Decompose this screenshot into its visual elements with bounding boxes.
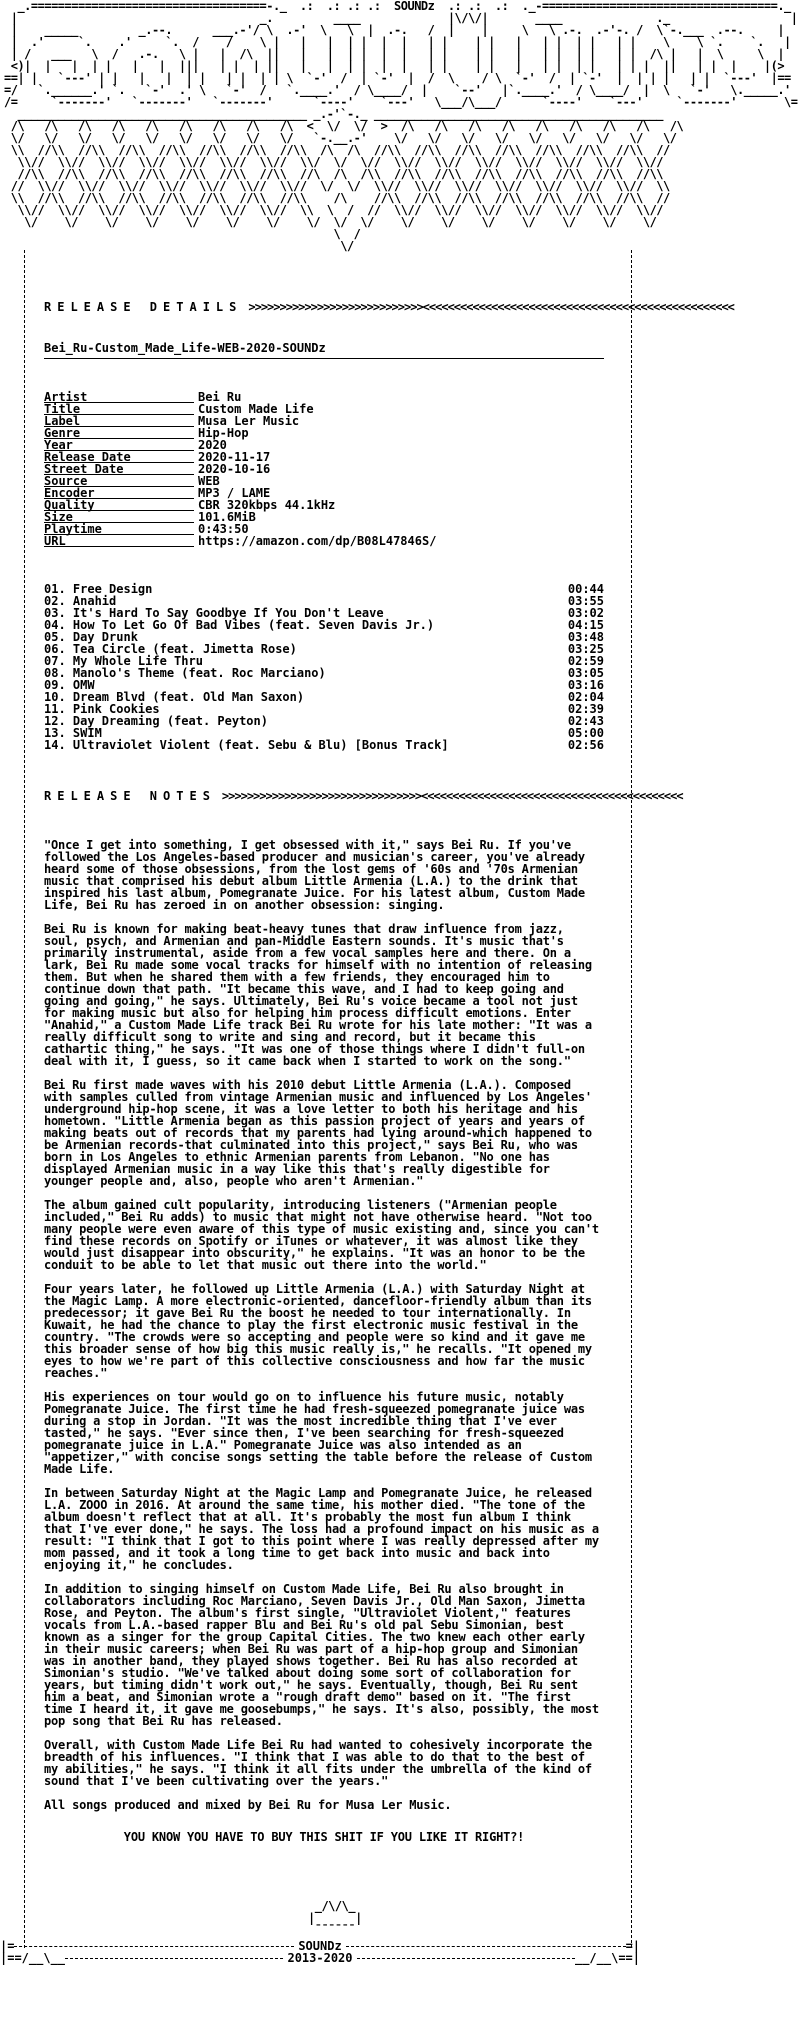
section-arrows: >>>>>>>>>>>>>>>>>>>>>>>>>>>>>>>><<<<<<<<<<<<<<<<<<<<<<<<<<<<<<<<<<<<<<<<<< (221, 789, 683, 803)
track-title: 09. OMW (44, 678, 95, 692)
info-value: https://amazon.com/dp/B08L47846S/ (198, 534, 437, 548)
info-value: Hip-Hop (198, 426, 249, 440)
track-time: 02:56 (567, 738, 604, 752)
info-row (44, 391, 604, 403)
track-time: 03:25 (567, 642, 604, 656)
info-value: 2020-10-16 (198, 462, 271, 476)
footer-bottom-line: |==/__\__ 2013-2020 __/__\==| (0, 1951, 640, 1965)
track-title: 05. Day Drunk (44, 630, 138, 644)
info-key: Playtime (44, 523, 194, 535)
info-row (44, 511, 604, 523)
track-title: 10. Dream Blvd (feat. Old Man Saxon) (44, 690, 305, 704)
tracklist (44, 583, 604, 751)
info-key: Source (44, 475, 194, 487)
closing-line: YOU KNOW YOU HAVE TO BUY THIS SHIT IF YOU LIKE IT RIGHT?! (123, 1830, 525, 1844)
info-key: Size (44, 511, 194, 523)
track-title: 01. Free Design (44, 582, 153, 596)
notes-paragraph: All songs produced and mixed by Bei Ru for Musa Ler Music. (44, 1798, 452, 1812)
notes-paragraph: His experiences on tour would go on to influence his future music, notably Pomegranate Juice. The first time he had fresh-squeezed pomegranate juice was during a stop in Jordan. "It was the most incredible thing that I've ever tasted," he says. "Ever since then, I've been searching for fresh-squeezed pomegranate juice in L.A." Pomegranate Juice was also intended as an "appetizer," with concise songs setting the table before the release of Custom Made Life. (44, 1390, 592, 1476)
track-time: 03:16 (567, 678, 604, 692)
track-title: 13. SWIM (44, 726, 102, 740)
track-row (44, 739, 604, 751)
track-title: 11. Pink Cookies (44, 702, 160, 716)
info-value: 0:43:50 (198, 522, 249, 536)
footer-top-line: |= SOUNDz =| (0, 1939, 641, 1953)
info-key: Street Date (44, 463, 194, 475)
info-row (44, 451, 604, 463)
release-info-table (44, 391, 604, 547)
footer-group: SOUNDz (298, 1939, 342, 1953)
info-row (44, 415, 604, 427)
ascii-logo-art: _.===================================-._ .: .: .: .: SOUNDz .: .: .: ._-===================================._ | _. ____ |\/\/| ____ ._ | | _____ _.--. ___.-'/ \ .-' \ \ | .-. / | | \ \ .-. .-'-. / \`-.___ .--. | | .' `. .' `. / / \ | | | | | | | | | | | | | | | | | | \ \ `. `. | | / ___ \ / .-. \ | | /\ || | | | | | | | | | | | | | | | | | /\ | | \ \ | <)| | | | | | | ||| | | | || | | | | | | | | | | | | | | | | | | || | | | |(> ==| | `---' | | | | | | | | | | \ `-' / | `-' | / \ / \ `-' / | `-' | | | | | | `---' |== =/ `.______.' `. `-' .' \ `-' / `.____.' / \____/ | `--' |`.____.' / \____/ | \ `-' \._____.' /= `-------' `-------' `-------' `----' `---' \___/\___/ `----' `---' `-------' \= ___________________________________________ _.-'`-._ ___________________________________________ /\ /\ /\ /\ /\ /\ /\ /\ /\ < \/ \/ > /\ /\ /\ /\ /\ /\ /\ /\ /\ \/ \/ \/ \/ \/ \/ \/ \/ \/ `-.__.-' \/ \/ \/ \/ \/ \/ \/ \/ \/ \\ //\\ //\\ //\\ //\\ //\\ //\\ //\\ /\ /\ //\\ //\\ //\\ //\\ //\\ //\\ //\\ // \\// \\// \\// \\// \\// \\// \\// \\/ \/ \// \\// \\// \\// \\// \\// \\// \\// //\\ //\\ //\\ //\\ //\\ //\\ //\\ //\ /\ /\\ //\\ //\\ //\\ //\\ //\\ //\\ //\\ // \\// \\// \\// \\// \\// \\// \\// \/ \/ \\// \\// \\// \\// \\// \\// \\// \\ \\ //\\ //\\ //\\ //\\ //\\ //\\ //\\ /\ //\\ //\\ //\\ //\\ //\\ //\\ //\\ // \\// \\// \\// \\// \\// \\// \\// \\ \ / // \\// \\// \\// \\// \\// \\// \\// \/ \/ \/ \/ \/ \/ \/ \/ \/ \/ \/ \/ \/ \/ \/ \/ \/ \ / \/ (4, 0, 798, 253)
info-key: Quality (44, 499, 194, 511)
info-value: CBR 320kbps 44.1kHz (198, 498, 336, 512)
notes-paragraph: The album gained cult popularity, introducing listeners ("Armenian people included," Bei Ru adds) to music that might not have otherwise heard. "Not too many people were even aware of this type of music existing and, since you can't find these records on Spotify or iTunes or whatever, it was almost like they would just disappear into obscurity," he explains. "It was an honor to be the conduit to be able to let that music out there into the world." (44, 1198, 599, 1272)
crown-icon: _/\/\_ | | ¯¯¯¯¯¯ (308, 1899, 362, 1937)
track-time: 03:55 (567, 594, 604, 608)
track-title: 08. Manolo's Theme (feat. Roc Marciano) (44, 666, 326, 680)
divider (44, 358, 604, 359)
info-value: 2020 (198, 438, 227, 452)
track-time: 05:00 (567, 726, 604, 740)
track-row (44, 715, 604, 727)
footer-years: 2013-2020 (287, 1951, 353, 1965)
release-details-header (44, 300, 734, 314)
info-key: Year (44, 439, 194, 451)
info-key: Genre (44, 427, 194, 439)
footer (0, 1940, 640, 1964)
notes-paragraph: Bei Ru first made waves with his 2010 debut Little Armenia (L.A.). Composed with samples culled from vintage Armenian music and influenced by Los Angeles' underground hip-hop scene, it was a love letter to both his heritage and his hometown. "Little Armenia began as this passion project of years and years of making beats out of records that my parents had lying around-which happened to be Armenian records-that culminated into this project," says Bei Ru, who was born in Los Angeles to ethnic Armenian parents from Lebanon. "No one has displayed Armenian music in a way like this that's really digestible for younger people and, also, people who aren't Armenian." (44, 1078, 592, 1188)
info-value: Bei Ru (198, 390, 242, 404)
track-time: 02:04 (567, 690, 604, 704)
release-notes-header (44, 789, 683, 803)
info-key: Title (44, 403, 194, 415)
info-value: WEB (198, 474, 220, 488)
track-time: 03:48 (567, 630, 604, 644)
info-key: URL (44, 535, 194, 547)
track-title: 06. Tea Circle (feat. Jimetta Rose) (44, 642, 297, 656)
track-row (44, 583, 604, 595)
notes-paragraph: "Once I get into something, I get obsessed with it," says Bei Ru. If you've followed the Los Angeles-based producer and musician's career, you've already heard some of those obsessions, from the lost gems of '60s and '70s Armenian music that comprised his debut album Little Armenia (L.A.) to the drink that inspired his last album, Pomegranate Juice. For his latest album, Custom Made Life, Bei Ru has zeroed in on another obsession: singing. (44, 838, 585, 912)
info-row (44, 463, 604, 475)
info-row (44, 427, 604, 439)
info-key: Label (44, 415, 194, 427)
track-time: 03:02 (567, 606, 604, 620)
info-value: 2020-11-17 (198, 450, 271, 464)
info-row (44, 499, 604, 511)
info-value: 101.6MiB (198, 510, 256, 524)
track-time: 02:59 (567, 654, 604, 668)
track-time: 02:43 (567, 714, 604, 728)
track-row (44, 667, 604, 679)
release-details-title: RELEASE DETAILS (44, 300, 243, 314)
notes-paragraph: In between Saturday Night at the Magic Lamp and Pomegranate Juice, he released L.A. ZOOO in 2016. At around the same time, his mother died. "The tone of the album doesn't reflect that at all. It's probably the most fun album I think that I've ever done," he says. The loss had a profound impact on his music as a result: "I think that I got to this point where I was really depressed after my mom passed, and it took a long time to get back into music and back into enjoying it," he concludes. (44, 1486, 599, 1572)
release-notes (44, 839, 604, 1811)
track-time: 04:15 (567, 618, 604, 632)
info-row (44, 403, 604, 415)
track-title: 03. It's Hard To Say Goodbye If You Don't Leave (44, 606, 384, 620)
track-time: 02:39 (567, 702, 604, 716)
release-notes-title: RELEASE NOTES (44, 789, 216, 803)
notes-paragraph: In addition to singing himself on Custom Made Life, Bei Ru also brought in collaborators including Roc Marciano, Seven Davis Jr., Old Man Saxon, Jimetta Rose, and Peyton. The album's first single, "Ultraviolet Violent," features vocals from L.A.-based rapper Blu and Bei Ru's old pal Sebu Simonian, best known as a singer for the group Capital Cities. The two knew each other early in their music careers; when Bei Ru was part of a hip-hop group and Simonian was in another band, they played shows together. Bei Ru has also recorded at Simonian's studio. "We've talked about doing some sort of collaboration for years, but timing didn't work out," he says. Eventually, though, Bei Ru sent him a beat, and Simonian wrote a "rough draft demo" based on it. "The first time I heard it, it gave me goosebumps," he says. It's also, possibly, the most pop song that Bei Ru has released. (44, 1582, 599, 1728)
notes-paragraph: Four years later, he followed up Little Armenia (L.A.) with Saturday Night at the Magic Lamp. A more electronic-oriented, dancefloor-friendly album than its predecessor; it gave Bei Ru the boost he needed to tour internationally. In Kuwait, he had the chance to play the first electronic music festival in the country. "The crowds were so accepting and people were so kind and it gave me this broader sense of how big this music really is," he recalls. "It opened my eyes to how we're part of this collective consciousness and how far the music reaches." (44, 1282, 592, 1380)
info-row (44, 475, 604, 487)
info-key: Artist (44, 391, 194, 403)
release-name: Bei_Ru-Custom_Made_Life-WEB-2020-SOUNDz (44, 341, 326, 355)
notes-paragraph: Overall, with Custom Made Life Bei Ru had wanted to cohesively incorporate the breadth of his influences. "I think that I was able to do that to the best of my abilities," he says. "I think it all fits under the umbrella of the kind of sound that I've been cultivating over the years." (44, 1738, 592, 1788)
track-time: 03:05 (567, 666, 604, 680)
info-key: Release Date (44, 451, 194, 463)
info-value: Musa Ler Music (198, 414, 300, 428)
info-row (44, 535, 604, 547)
info-value: Custom Made Life (198, 402, 314, 416)
info-key: Encoder (44, 487, 194, 499)
section-arrows: >>>>>>>>>>>>>>>>>>>>>>>>>>>><<<<<<<<<<<<<<<<<<<<<<<<<<<<<<<<<<<<<<<<<<<<<<<<<< (248, 300, 734, 314)
info-value: MP3 / LAME (198, 486, 271, 500)
track-time: 00:44 (567, 582, 604, 596)
track-title: 02. Anahid (44, 594, 117, 608)
track-title: 04. How To Let Go Of Bad Vibes (feat. Seven Davis Jr.) (44, 618, 435, 632)
track-title: 12. Day Dreaming (feat. Peyton) (44, 714, 268, 728)
track-title: 14. Ultraviolet Violent (feat. Sebu & Blu) [Bonus Track] (44, 738, 449, 752)
track-title: 07. My Whole Life Thru (44, 654, 203, 668)
content-area (44, 300, 734, 1844)
notes-paragraph: Bei Ru is known for making beat-heavy tunes that draw influence from jazz, soul, psych, and Armenian and pan-Middle Eastern sounds. It's music that's primarily instrumental, aside from a few vocal samples here and there. On a lark, Bei Ru made some vocal tracks for himself with no intention of releasing them. But when he shared them with a few friends, they encouraged him to continue down that path. "It became this wave, and I had to keep going and going and going," he says. Ultimately, Bei Ru's voice became a tool not just for making music but also for helping him process difficult emotions. Enter "Anahid," a Custom Made Life track Bei Ru wrote for his late mother: "It was a really difficult song to write and sing and record, but it became this cathartic thing," he says. "It was one of those things where I didn't full-on deal with it, I guess, so it came back when I started to work on the song." (44, 922, 592, 1068)
